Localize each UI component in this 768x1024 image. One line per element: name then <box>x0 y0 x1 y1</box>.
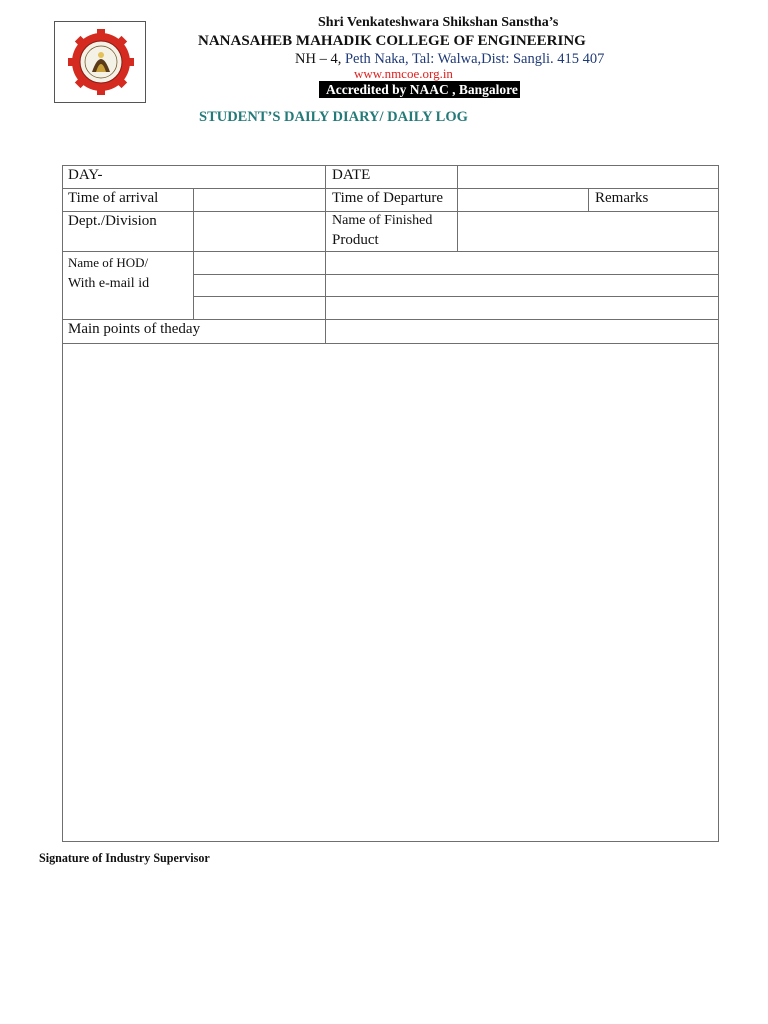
day-label: DAY- <box>68 167 103 183</box>
page-title: STUDENT’S DAILY DIARY/ DAILY LOG <box>199 109 468 125</box>
departure-label: Time of Departure <box>332 190 444 206</box>
signature-label: Signature of Industry Supervisor <box>39 850 210 865</box>
college-name: NANASAHEB MAHADIK COLLEGE OF ENGINEERING <box>198 33 586 49</box>
main-points-label: Main points of theday <box>68 321 201 337</box>
finished-product-label-line1: Name of Finished <box>332 213 433 228</box>
address-rest: Peth Naka, Tal: Walwa,Dist: Sangli. 415 407 <box>344 51 605 67</box>
remarks-label: Remarks <box>595 190 649 206</box>
departure-time-field[interactable] <box>458 189 588 211</box>
hod-extra-field-4[interactable] <box>326 297 718 319</box>
hod-extra-field-1[interactable] <box>194 275 325 296</box>
hod-extra-field-3[interactable] <box>194 297 325 319</box>
arrival-time-field[interactable] <box>194 189 325 211</box>
address-prefix: NH – 4, <box>295 51 345 67</box>
hod-name-field[interactable] <box>194 252 325 274</box>
hod-label-line1: Name of HOD/ <box>68 255 149 270</box>
date-field[interactable] <box>458 166 718 188</box>
notes-area[interactable] <box>63 344 718 841</box>
hod-extra-field-2[interactable] <box>326 275 718 296</box>
arrival-label: Time of arrival <box>68 190 159 206</box>
dept-division-label: Dept./Division <box>68 213 157 229</box>
college-logo <box>54 21 146 103</box>
main-points-field[interactable] <box>326 320 718 343</box>
dept-division-field[interactable] <box>194 212 325 251</box>
college-website-link[interactable]: www.nmcoe.org.in <box>354 66 453 81</box>
accreditation-banner: Accredited by NAAC , Bangalore <box>319 81 520 98</box>
finished-product-field[interactable] <box>458 212 718 251</box>
date-label: DATE <box>332 167 371 183</box>
finished-product-label-line2: Product <box>332 232 379 248</box>
hod-email-field[interactable] <box>326 252 718 274</box>
sanstha-name: Shri Venkateshwara Shikshan Sanstha’s <box>318 15 559 30</box>
college-emblem-icon <box>65 26 137 98</box>
hod-label-line2: With e-mail id <box>68 276 150 291</box>
